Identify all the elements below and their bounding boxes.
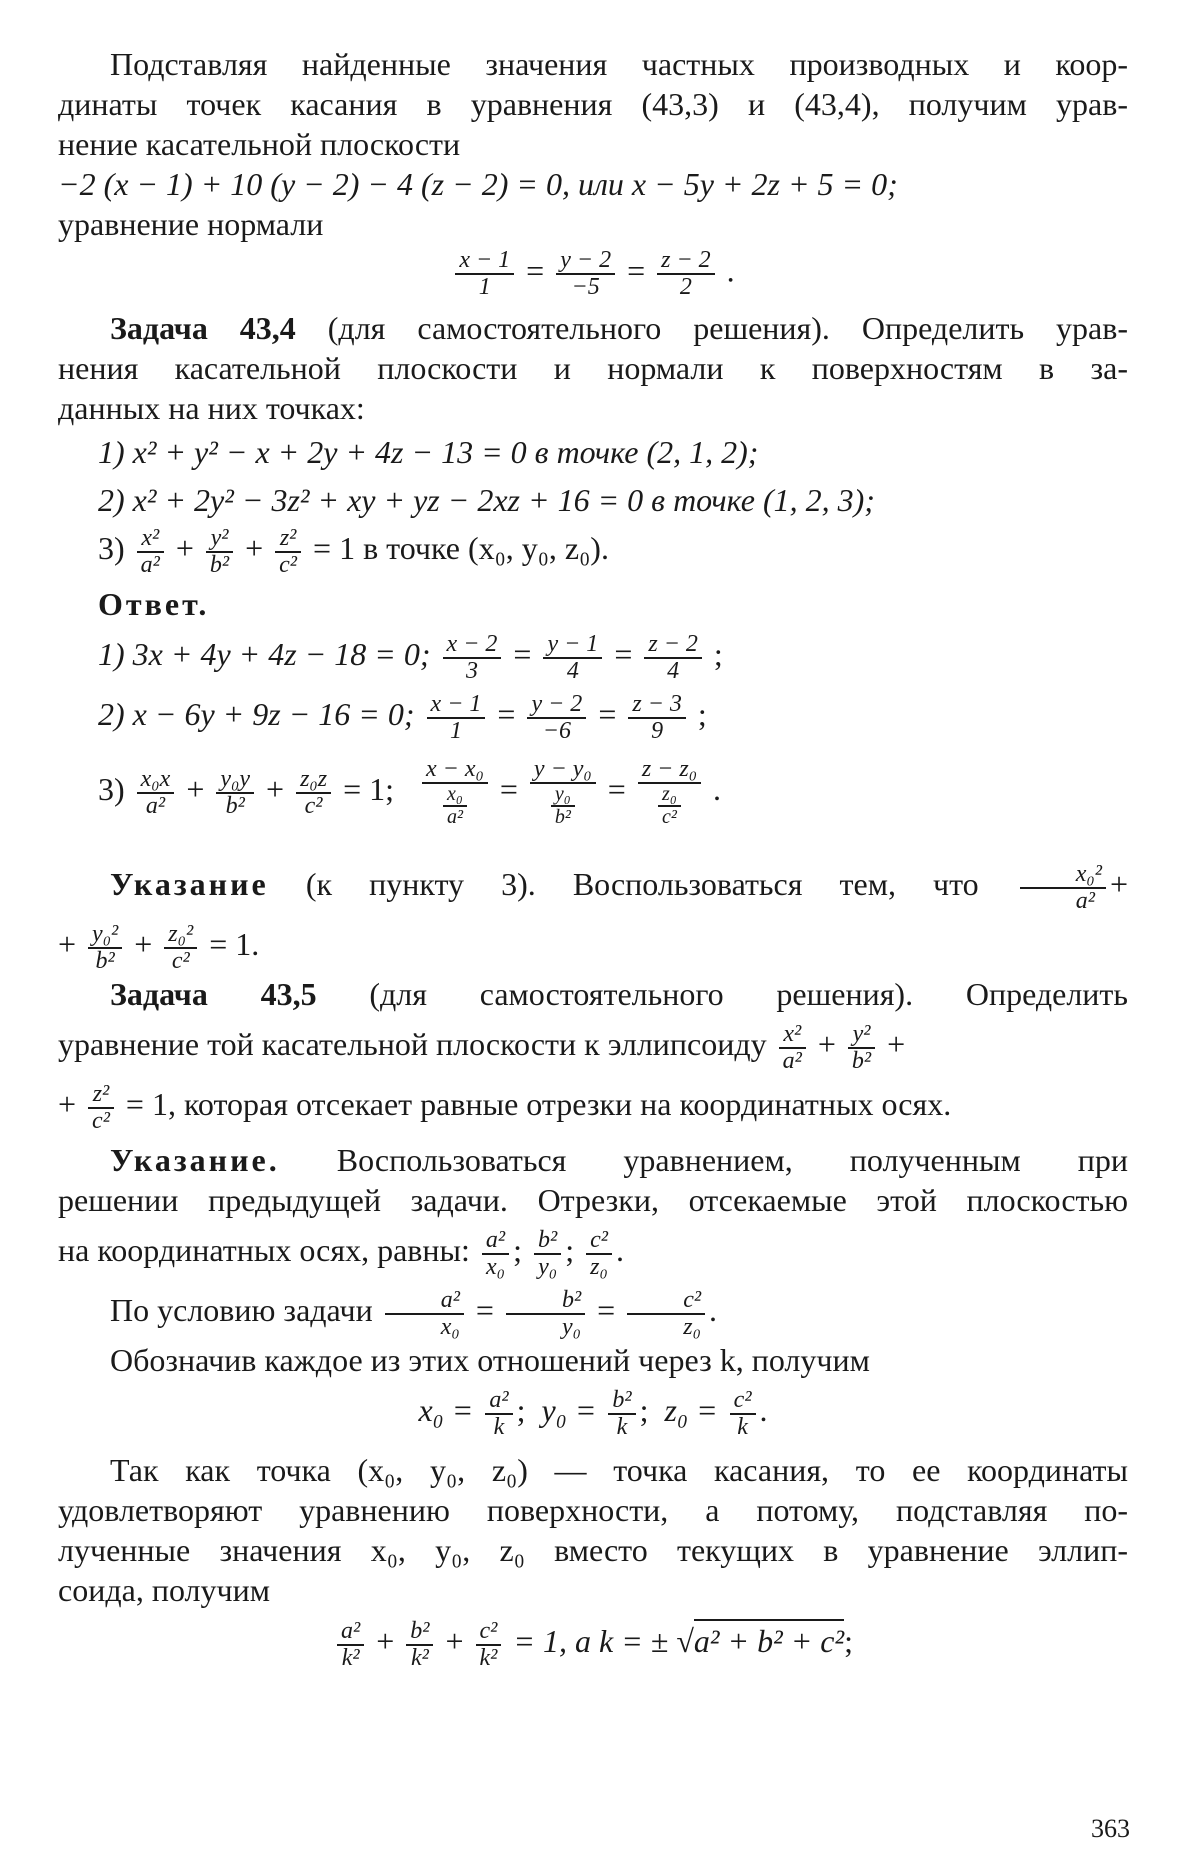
task-43-4-text: данных на них точках: bbox=[58, 390, 365, 427]
page-number: 363 bbox=[1091, 1814, 1130, 1843]
answer-1: 1) 3x + 4y + 4z − 18 = 0; $\frac{x - 2}{3}$ = $\frac{y - 1}{4}$ = $\frac{z - 2}{4}$ ; bbox=[98, 630, 723, 684]
radicand: a² + b² + c² bbox=[694, 1619, 844, 1659]
hint-1-cont: + $\frac{\text{y₀²}}{\text{b²}}$ + $\frac{\text{z₀²}}{\text{c²}}$ = 1. bbox=[58, 920, 260, 974]
denote-line: Обозначив каждое из этих отношений через k, получим bbox=[110, 1342, 870, 1379]
answer-3: 3) $\frac{\text{x₀x}}{\text{a²}}$ + $\frac{\text{y₀y}}{\text{b²}}$ + $\frac{\text{z₀z}}{\text{c²}}$ = 1; $\frac{\text{x − x₀}}{\frac{\text{x₀}}{\text{a²}}}$ = $\frac{\text{y − y₀}}{\frac{\text{y₀}}{\text{b²}}}$ = $\frac{\text{z − z₀}}{\frac{\text{z₀}}{\text{c²}}}$ . bbox=[98, 756, 722, 829]
intercepts: на координатных осях, равны: $\frac{\text{a²}}{\text{x₀}}$ ; $\frac{\text{b²}}{\text{y₀}}$ ; $\frac{\text{c²}}{\text{z₀}}$ . bbox=[58, 1226, 624, 1280]
intro-line: нение касательной плоскости bbox=[58, 126, 461, 162]
tangent-plane-equation: −2 (x − 1) + 10 (y − 2) − 4 (z − 2) = 0, или x − 5y + 2z + 5 = 0; bbox=[58, 166, 898, 202]
hint-2: решении предыдущей задачи. Отрезки, отсекаемые этой плоскостью bbox=[58, 1182, 1128, 1219]
task-43-5-text: + $\frac{\text{z²}}{\text{c²}}$ = 1, которая отсекает равные отрезки на координатных осях. bbox=[58, 1080, 952, 1134]
task-title: Задача 43,5 bbox=[110, 976, 317, 1013]
fraction: $\frac{y - 2}{-5}$ bbox=[556, 248, 615, 300]
task-43-4-text: Задача 43,4 (для самостоятельного решения). Определить урав- bbox=[110, 310, 1129, 347]
paragraph: соида, получим bbox=[58, 1572, 270, 1609]
task-item-2: 2) x² + 2y² − 3z² + xy + yz − 2xz + 16 = 0 в точке (1, 2, 3); bbox=[98, 482, 875, 519]
task-item-3: 3) $\frac{\text{x²}}{\text{a²}}$ + $\frac{\text{y²}}{\text{b²}}$ + $\frac{\text{z²}}{\text{c²}}$ = 1 в точке (x₀, y₀, z₀). bbox=[98, 524, 609, 579]
intro-line: уравнение нормали bbox=[58, 206, 324, 242]
paragraph: лученные значения x₀, y₀, z₀ вместо текущих в уравнение эллип- bbox=[58, 1532, 1128, 1569]
hint-1: Указание (к пункту 3). Воспользоваться тем, что $\frac{\text{x₀²}}{\text{a²}}$ + bbox=[110, 860, 1128, 914]
paragraph: удовлетворяют уравнению поверхности, а потому, подставляя по- bbox=[58, 1492, 1128, 1529]
task-43-4-text: нения касательной плоскости и нормали к поверхностям в за- bbox=[58, 350, 1128, 387]
answer-2: 2) x − 6y + 9z − 16 = 0; $\frac{x - 1}{1}$ = $\frac{y - 2}{-6}$ = $\frac{z - 3}{9}$ ; bbox=[98, 690, 707, 744]
intro-line: динаты точек касания в уравнения (43,3) и (43,4), получим урав- bbox=[58, 86, 1128, 122]
task-43-5-text: уравнение той касательной плоскости к эллипсоиду $\frac{\text{x²}}{\text{a²}}$ + $\frac{\text{y²}}{\text{b²}}$ + bbox=[58, 1020, 906, 1074]
hint-2: Указание. Воспользоваться уравнением, полученным при bbox=[110, 1142, 1128, 1179]
intro-line: Подставляя найденные значения частных производных и коор- bbox=[110, 46, 1128, 82]
answer-label: Ответ. bbox=[98, 586, 210, 623]
task-43-5-text: Задача 43,5 (для самостоятельного решения). Определить bbox=[110, 976, 1129, 1013]
fraction: $\frac{x - 1}{1}$ bbox=[455, 248, 514, 300]
coordinates-equation: x₀ = $\frac{\text{a²}}{k}$ ; y₀ = $\frac{\text{b²}}{k}$ ; z₀ = $\frac{\text{c²}}{k}$ . bbox=[418, 1386, 768, 1440]
paragraph: Так как точка (x₀, y₀, z₀) — точка касания, то ее координаты bbox=[110, 1452, 1128, 1489]
task-title: Задача 43,4 bbox=[110, 310, 296, 347]
normal-equation: $\frac{x - 1}{1}$ = $\frac{y - 2}{-5}$ = $\frac{z - 2}{2}$ . bbox=[58, 248, 1128, 300]
final-equation: $\frac{\text{a²}}{\text{k²}}$ + $\frac{\text{b²}}{\text{k²}}$ + $\frac{\text{c²}}{\text{k²}}$ = 1, а k = ± √a² + b² + c²; bbox=[58, 1610, 1128, 1672]
task-item-1: 1) x² + y² − x + 2y + 4z − 13 = 0 в точке (2, 1, 2); bbox=[98, 434, 759, 471]
fraction: $\frac{z - 2}{2}$ bbox=[657, 248, 715, 300]
condition: По условию задачи $\frac{\text{a²}}{\text{x₀}}$ = $\frac{\text{b²}}{\text{y₀}}$ = $\frac{\text{c²}}{\text{z₀}}$ . bbox=[110, 1286, 718, 1340]
page-content bbox=[58, 44, 1128, 1672]
